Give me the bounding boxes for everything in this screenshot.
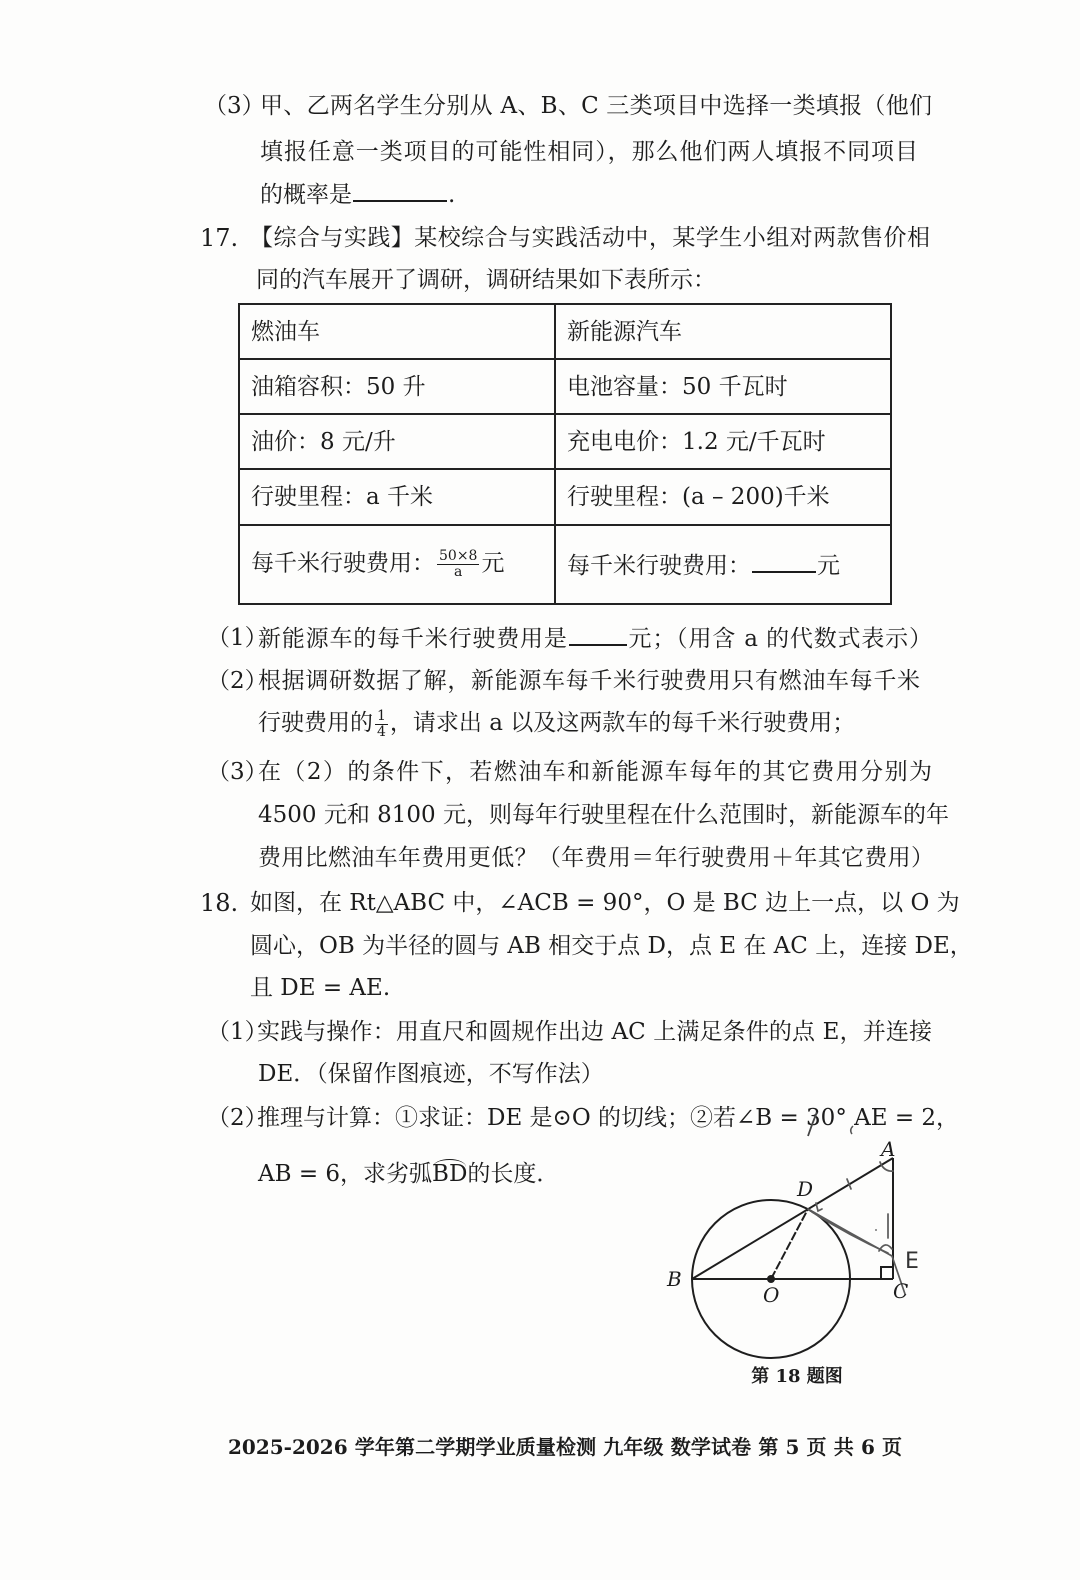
q17-part3-line2: 4500 元和 8100 元，则每年行驶里程在什么范围时，新能源车的年: [258, 802, 949, 828]
q16-part3-label: （3）: [204, 93, 265, 119]
fuel-cost-unit: 元: [481, 550, 505, 577]
fraction-denominator: a: [454, 564, 463, 580]
fraction-denominator: 4: [377, 723, 386, 740]
q16-part3-line1: 甲、乙两名学生分别从 A、B、C 三类项目中选择一类填报（他们: [260, 93, 932, 119]
answer-blank: [752, 549, 816, 573]
answer-blank: [353, 178, 447, 202]
table-row: [239, 469, 891, 525]
pencil-dot-icon: [875, 1229, 877, 1231]
table-row: [239, 414, 891, 469]
page-footer: 2025-2026 学年第二学期学业质量检测 九年级 数学试卷 第 5 页 共 6 页: [228, 1435, 902, 1459]
q16-part3-line3: [260, 178, 455, 210]
q18-part2-line2-prefix: AB = 6，求劣弧: [258, 1161, 433, 1187]
point-label-e-handwritten: E: [905, 1249, 919, 1274]
one-quarter-fraction: [375, 709, 388, 740]
q17-part1-line: [258, 622, 932, 654]
q17-part3-line3: 费用比燃油车年费用更低？（年费用＝年行驶费用＋年其它费用）: [258, 845, 934, 871]
table-cell: 充电电价：1.2 元/千瓦时: [555, 414, 891, 469]
q18-part1-label: （1）: [207, 1019, 268, 1045]
q17-part2-line2-prefix: 行驶费用的: [258, 710, 373, 736]
center-o-dot-icon: [767, 1275, 775, 1283]
segment-ab: [692, 1158, 893, 1279]
q17-intro-line1: 【综合与实践】某校综合与实践活动中，某学生小组对两款售价相: [250, 225, 930, 251]
table-header-row: [239, 304, 891, 359]
table-header-fuel-car: 燃油车: [239, 304, 555, 359]
q18-line2: 圆心，OB 为半径的圆与 AB 相交于点 D，点 E 在 AC 上，连接 DE，: [250, 933, 973, 959]
point-label-c: C: [893, 1279, 909, 1303]
table-cell: 油箱容积：50 升: [239, 359, 555, 414]
arc-bd-label: BD: [432, 1158, 467, 1190]
q18-part2-line1: 推理与计算：①求证：DE 是⊙O 的切线；②若∠B = 30° AE = 2，: [257, 1105, 960, 1131]
table-cell: 行驶里程：(a – 200)千米: [555, 469, 891, 525]
q18-part1-line2: DE．（保留作图痕迹，不写作法）: [258, 1061, 604, 1087]
q17-part2-label: （2）: [207, 668, 268, 694]
fuel-cost-cell: [239, 525, 555, 604]
q17-part2-line1: 根据调研数据了解，新能源车每千米行驶费用只有燃油车每千米: [258, 668, 920, 694]
fraction-numerator: 50×8: [439, 548, 478, 564]
table-cost-row: [239, 525, 891, 604]
ev-cost-label: 每千米行驶费用：: [567, 553, 751, 579]
q17-part3-line1: 在（2）的条件下，若燃油车和新能源车每年的其它费用分别为: [258, 759, 932, 785]
q17-part1-prefix: 新能源车的每千米行驶费用是: [258, 626, 568, 652]
q17-part2-line2-suffix: ，请求出 a 以及这两款车的每千米行驶费用；: [389, 710, 856, 736]
point-label-a: A: [881, 1137, 896, 1161]
q17-part1-suffix: 元；（用含 a 的代数式表示）: [627, 626, 932, 652]
fuel-cost-fraction: [437, 549, 479, 580]
q16-part3-line2: 填报任意一类项目的可能性相同），那么他们两人填报不同项目: [260, 139, 918, 165]
fraction-numerator: 1: [377, 707, 386, 724]
q18-part1-line1: 实践与操作：用直尺和圆规作出边 AC 上满足条件的点 E，并连接: [257, 1019, 932, 1045]
table-row: [239, 359, 891, 414]
q18-part2-line2-suffix: 的长度．: [467, 1161, 560, 1187]
handwritten-de-line: [808, 1209, 905, 1294]
q17-part1-label: （1）: [207, 625, 268, 651]
ev-cost-unit: 元: [817, 553, 840, 579]
ev-cost-cell: [555, 525, 891, 604]
question-number-17: 17.: [200, 224, 239, 252]
question-number-18: 18.: [200, 889, 239, 917]
q17-intro-line2: 同的汽车展开了调研，调研结果如下表所示：: [256, 267, 716, 293]
figure-caption: 第 18 题图: [751, 1366, 843, 1387]
q18-part2-line2: [258, 1158, 559, 1190]
point-label-b: B: [667, 1267, 682, 1291]
table-cell: 行驶里程：a 千米: [239, 469, 555, 525]
fuel-cost-label: 每千米行驶费用：: [251, 550, 435, 577]
answer-blank: [569, 622, 627, 646]
table-cell: 电池容量：50 千瓦时: [555, 359, 891, 414]
construction-arc-a-icon: [880, 1162, 893, 1171]
q17-part3-label: （3）: [207, 759, 268, 785]
q16-part3-line3-text: 的概率是: [260, 182, 352, 208]
figure-18: [640, 1120, 940, 1400]
table-cell: 油价：8 元/升: [239, 414, 555, 469]
end-punct: .: [448, 182, 456, 208]
q18-part2-label: （2）: [207, 1105, 268, 1131]
q18-line3: 且 DE = AE.: [250, 975, 391, 1001]
angle-mark-d-icon: [816, 1203, 822, 1211]
car-comparison-table: [238, 303, 892, 605]
point-label-d: D: [797, 1177, 814, 1201]
table-header-ev: 新能源汽车: [555, 304, 891, 359]
q17-part2-line2: [258, 707, 855, 739]
q18-line1: 如图，在 Rt△ABC 中，∠ACB = 90°，O 是 BC 边上一点，以 O 为: [250, 890, 960, 916]
right-angle-mark-icon: [881, 1267, 893, 1279]
point-label-o: O: [763, 1283, 780, 1307]
